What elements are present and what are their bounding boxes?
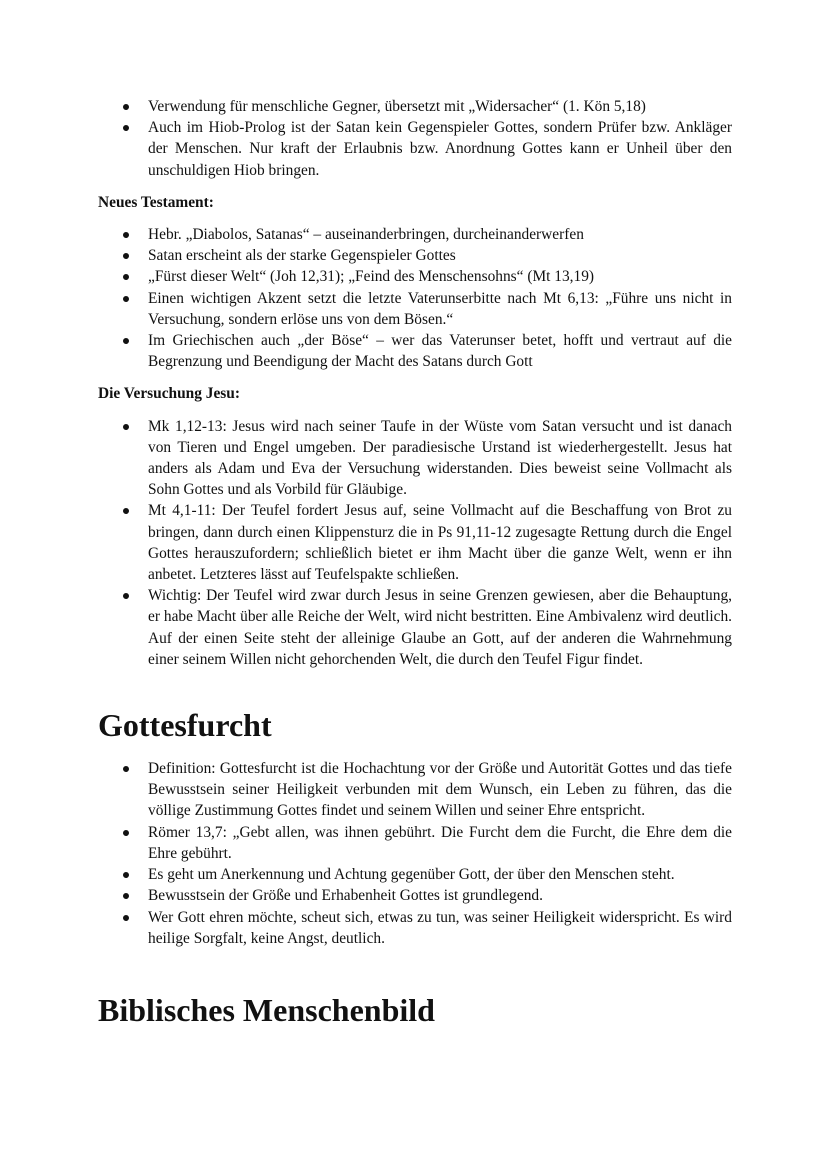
list-item: Einen wichtigen Akzent setzt die letzte Vaterunserbitte nach Mt 6,13: „Führe uns nicht in Versuchung, sondern erlöse uns von dem Bösen.“ — [98, 288, 732, 330]
gottesfurcht-list — [98, 758, 732, 949]
nt-list — [98, 224, 732, 372]
intro-list — [98, 96, 732, 181]
list-item: Es geht um Anerkennung und Achtung gegenüber Gott, der über den Menschen steht. — [98, 864, 732, 885]
versuchung-heading: Die Versuchung Jesu: — [98, 385, 240, 403]
list-item: Römer 13,7: „Gebt allen, was ihnen gebührt. Die Furcht dem die Furcht, die Ehre dem die Ehre gebührt. — [98, 822, 732, 864]
versuchung-list — [98, 416, 732, 670]
list-item: „Fürst dieser Welt“ (Joh 12,31); „Feind des Menschensohns“ (Mt 13,19) — [98, 266, 732, 287]
list-item: Auch im Hiob-Prolog ist der Satan kein Gegenspieler Gottes, sondern Prüfer bzw. Ankläger der Menschen. Nur kraft der Erlaubnis bzw. Anordnung Gottes kann er Unheil über den unschuldigen Hiob bringen. — [98, 117, 732, 181]
list-item: Satan erscheint als der starke Gegenspieler Gottes — [98, 245, 732, 266]
list-item: Wichtig: Der Teufel wird zwar durch Jesus in seine Grenzen gewiesen, aber die Behauptung, er habe Macht über alle Reiche der Welt, wird nicht bestritten. Eine Ambivalenz wird deutlich. Auf der einen Seite steht der alleinige Glaube an Gott, auf der anderen die Wahrnehmung einer seinem Willen nicht gehorchenden Welt, die durch den Teufel Figur findet. — [98, 585, 732, 670]
list-item: Bewusstsein der Größe und Erhabenheit Gottes ist grundlegend. — [98, 885, 732, 906]
menschenbild-heading: Biblisches Menschenbild — [98, 991, 435, 1028]
list-item: Definition: Gottesfurcht ist die Hochachtung vor der Größe und Autorität Gottes und das tiefe Bewusstsein seiner Heiligkeit verbunden mit dem Wunsch, ein Leben zu führen, das die völlige Zustimmung Gottes findet und seinem Willen und seiner Ehre entspricht. — [98, 758, 732, 822]
list-item: Verwendung für menschliche Gegner, übersetzt mit „Widersacher“ (1. Kön 5,18) — [98, 96, 732, 117]
list-item: Wer Gott ehren möchte, scheut sich, etwas zu tun, was seiner Heiligkeit widerspricht. Es wird heilige Sorgfalt, keine Angst, deutlich. — [98, 907, 732, 949]
nt-heading: Neues Testament: — [98, 193, 214, 211]
list-item: Hebr. „Diabolos, Satanas“ – auseinanderbringen, durcheinanderwerfen — [98, 224, 732, 245]
list-item: Im Griechischen auch „der Böse“ – wer das Vaterunser betet, hofft und vertraut auf die Begrenzung und Beendigung der Macht des Satans durch Gott — [98, 330, 732, 372]
gottesfurcht-heading: Gottesfurcht — [98, 707, 272, 744]
list-item: Mk 1,12-13: Jesus wird nach seiner Taufe in der Wüste vom Satan versucht und ist danach von Tieren und Engel umgeben. Der paradiesische Urstand ist wiederhergestellt. Jesus hat anders als Adam und Eva der Versuchung widerstanden. Dies beweist seine Vollmacht als Sohn Gottes und als Vorbild für Gläubige. — [98, 416, 732, 501]
list-item: Mt 4,1-11: Der Teufel fordert Jesus auf, seine Vollmacht auf die Beschaffung von Brot zu bringen, dann durch einen Klippensturz die in Ps 91,11-12 zugesagte Rettung durch die Engel Gottes herauszufordern; schließlich bietet er ihm Macht über die ganze Welt, wenn er ihn anbetet. Letzteres lässt auf Teufelspakte schließen. — [98, 500, 732, 585]
